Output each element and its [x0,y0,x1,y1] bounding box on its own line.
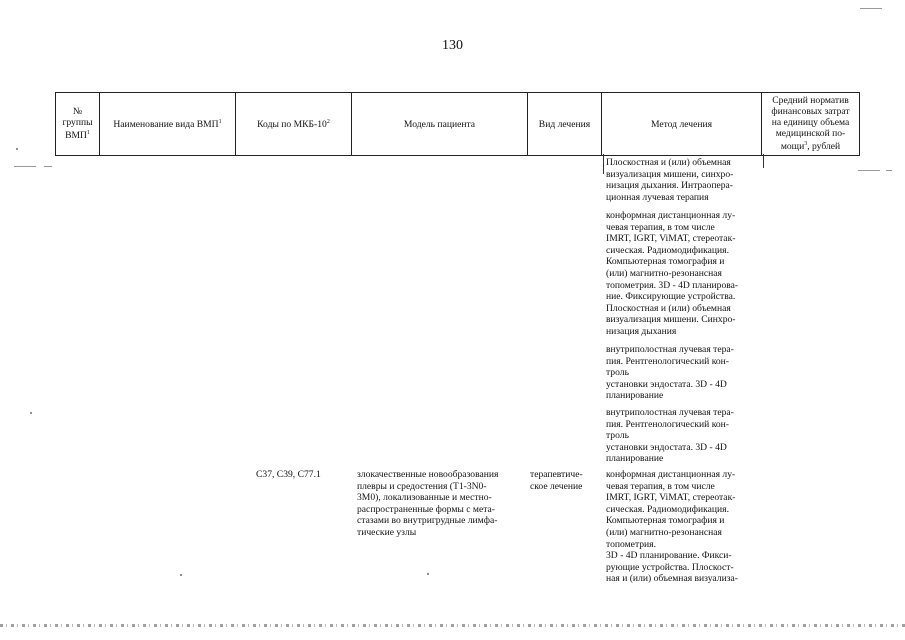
header-group-no: № группы ВМП$^1$ [56,93,100,156]
method-block-4: внутриполостная лучевая тера- пия. Рентгенологический кон- троль установки эндостата. 3D - 4D планирование [606,407,734,465]
row-patient-model: злокачественные новообразования плевры и средостения (T1-3N0- 3M0), локализованные и местно- распространенные формы с мета- стазами во внутригрудные лимфа- тические узлы [357,469,499,538]
scan-mark [886,170,892,171]
header-mkb-codes: Коды по МКБ-$10^2$ [236,93,352,156]
row-mkb-codes: C37, C39, C77.1 [256,469,321,480]
scan-dot [427,573,429,575]
method-block-5: конформная дистанционная лу- чевая терапия, в том числе IMRT, IGRT, ViMAT, стереотак- сическая. Радиомодификация. Компьютерная томография и (или) магнитно-резонансная топометрия. 3D - 4D планирование. Фикси- рующие устройства. Плоскост- ная и (или) объемная визуализа- [606,469,738,585]
method-block-2: конформная дистанционная лу- чевая терапия, в том числе IMRT, IGRT, ViMAT, стереотак- сическая. Радиомодификация. Компьютерная томография и (или) магнитно-резонансная топометрия. 3D - 4D планирова- ние. Фиксирующие устройства. Плоскостная и (или) объемная визуализация мишени. Синхро- низация дыхания [606,210,739,337]
scan-mark [14,166,36,167]
header-treatment-type: Вид лечения [528,93,602,156]
header-norm-cost: Средний норматив финансовых затрат на единицу объема медицинской по- мощи$^3$, рублей [762,93,860,156]
scan-mark [858,170,880,171]
scan-mark [860,8,882,9]
table-header [55,92,860,156]
method-block-1: Плоскостная и (или) объемная визуализация мишени, синхро- низация дыхания. Интраопера- ционная лучевая терапия [606,157,734,203]
header-treatment-method: Метод лечения [602,93,762,156]
scan-edge [0,624,905,627]
header-patient-model: Модель пациента [352,93,528,156]
scan-dot [16,148,18,150]
row-treatment-type: терапевтиче- ское лечение [530,469,583,492]
column-line-left [603,154,604,174]
page-number: 130 [442,38,463,53]
scan-dot [30,412,32,414]
scan-dot [180,574,182,576]
method-block-3: внутриполостная лучевая тера- пия. Рентгенологический кон- троль установки эндостата. 3D - 4D планирование [606,344,734,402]
column-line-right [763,154,764,168]
header-vmp-name: Наименование вида ВМП$^1$ [100,93,236,156]
scan-mark [44,166,52,167]
